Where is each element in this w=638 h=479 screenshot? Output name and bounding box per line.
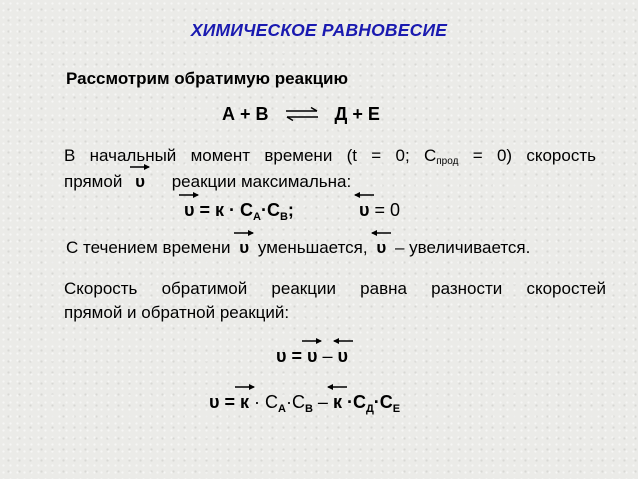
- right-arrow-icon: [233, 229, 255, 237]
- reverse-rate-symbol: υ: [338, 346, 348, 367]
- left-arrow-icon: [326, 383, 348, 391]
- forward-rate-symbol: υ: [135, 172, 145, 192]
- reverse-rate-symbol: υ: [376, 238, 386, 258]
- left-arrow-icon: [332, 337, 354, 345]
- left-arrow-icon: [370, 229, 392, 237]
- over-time-text: С течением времени υ уменьшается, υ – увеличивается.: [66, 238, 530, 258]
- page-title: ХИМИЧЕСКОЕ РАВНОВЕСИЕ: [190, 20, 448, 40]
- statement-line2: прямой и обратной реакций:: [64, 303, 290, 322]
- rate-difference-equation: υ = υ – υ: [276, 346, 348, 367]
- full-rate-equation: υ = $к \cdot С_A\cdot С_B$ – $к \cdot С_Д\cdot С_Е$: [209, 392, 400, 413]
- forward-rate-symbol: υ: [184, 200, 194, 221]
- statement-line1: Скорость обратимой реакции равна разности скоростей: [64, 279, 606, 298]
- net-rate-symbol: υ: [276, 346, 287, 366]
- left-arrow-icon: [353, 191, 375, 199]
- initial-moment-line2: прямой υ реакции максимальна:: [64, 172, 351, 192]
- reverse-rate-symbol: υ: [359, 200, 369, 221]
- reverse-rate-zero: υ = 0: [359, 200, 400, 221]
- reaction-equation: [222, 104, 380, 125]
- forward-rate-symbol: υ: [307, 346, 317, 367]
- products: Д + Е: [334, 104, 380, 124]
- reactants: А + В: [222, 104, 269, 124]
- right-arrow-icon: [129, 163, 151, 171]
- net-rate-symbol: υ: [209, 392, 220, 412]
- equilibrium-arrows-icon: [284, 106, 320, 122]
- forward-rate-equation: $\upsilon = к \cdot С_A\cdot С_B$;: [184, 200, 294, 221]
- forward-rate-symbol: υ: [239, 238, 249, 258]
- reverse-constant: к: [333, 392, 342, 413]
- forward-constant: к: [240, 392, 249, 413]
- right-arrow-icon: [234, 383, 256, 391]
- right-arrow-icon: [178, 191, 200, 199]
- intro-text: Рассмотрим обратимую реакцию: [66, 69, 349, 88]
- product-subscript: прод: [436, 156, 459, 167]
- initial-moment-line1: В начальный момент времени (t = 0; $С_{прод} = 0$) скорость: [64, 146, 596, 167]
- right-arrow-icon: [301, 337, 323, 345]
